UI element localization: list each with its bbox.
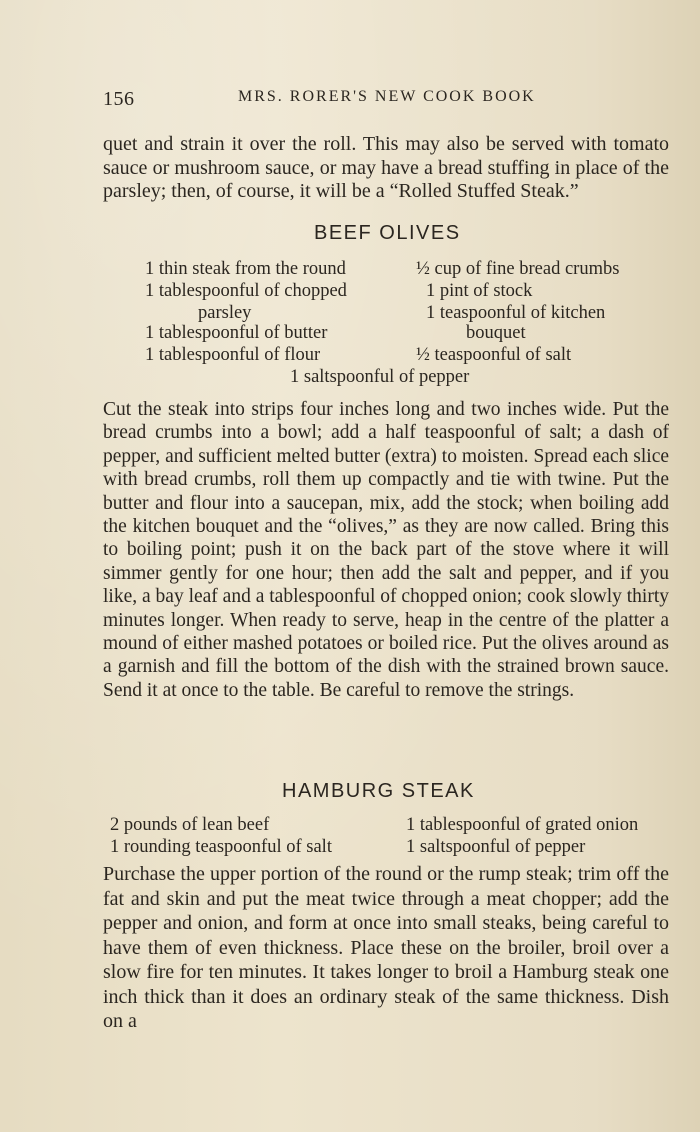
intro-paragraph xyxy=(103,133,669,204)
ingredient-item: 1 rounding teaspoonful of salt xyxy=(110,837,332,857)
beef-olives-method xyxy=(103,398,669,702)
ingredient-item: 1 tablespoonful of flour xyxy=(145,345,321,365)
ingredient-item: 1 saltspoonful of pepper xyxy=(406,837,586,857)
ingredient-item: ½ teaspoonful of salt xyxy=(416,345,572,365)
ingredient-item: 1 tablespoonful of chopped xyxy=(145,281,347,301)
ingredient-item: bouquet xyxy=(466,323,526,343)
page-number: 156 xyxy=(103,88,135,110)
method-text: Cut the steak into strips four inches long and two inches wide. Put the bread crumbs into a bowl; add a half teaspoonful of salt; a dash of pepper, and sufficient melted butter (extra) to moisten. Spread each slice with bread crumbs, roll them up compactly and tie with twine. Put the butter and flour into a saucepan, mix, add the stock; when boiling add the kitchen bouquet and the “olives,” as they are now called. Bring this to boiling point; push it on the back part of the stove where it will simmer gently for one hour; then add the salt and pepper, and if you like, a bay leaf and a tablespoonful of chopped onion; cook slowly thirty minutes longer. When ready to serve, heap in the centre of the platter a mound of either mashed potatoes or boiled rice. Put the olives around as a garnish and fill the bottom of the dish with the strained brown sauce. Send it at once to the table. Be careful to remove the strings. xyxy=(103,399,669,701)
ingredient-item: ½ cup of fine bread crumbs xyxy=(416,259,620,279)
ingredient-item: 2 pounds of lean beef xyxy=(110,815,270,835)
ingredient-item: 1 tablespoonful of butter xyxy=(145,323,328,343)
hamburg-steak-title: HAMBURG STEAK xyxy=(282,780,475,802)
hamburg-steak-method xyxy=(103,862,669,1034)
page-header xyxy=(103,88,573,114)
ingredient-item: 1 thin steak from the round xyxy=(145,259,346,279)
ingredient-item: 1 tablespoonful of grated onion xyxy=(406,815,639,835)
beef-olives-title: BEEF OLIVES xyxy=(314,222,461,244)
ingredient-item: 1 saltspoonful of pepper xyxy=(290,367,470,387)
ingredient-item: 1 teaspoonful of kitchen xyxy=(426,303,606,323)
method-text: Purchase the upper portion of the round or the rump steak; trim off the fat and skin and put the meat twice through a meat chopper; add the pepper and onion, and form at once into small steaks, being careful to have them of even thickness. Place these on the broiler, broil over a slow fire for ten minutes. It takes longer to broil a Hamburg steak one inch thick than it does an ordinary steak of the same thickness. Dish on a xyxy=(103,863,669,1032)
running-head: MRS. RORER'S NEW COOK BOOK xyxy=(238,88,536,105)
ingredient-item: 1 pint of stock xyxy=(426,281,533,301)
intro-text: quet and strain it over the roll. This may also be served with tomato sauce or mushroom sauce, or may have a bread stuffing in place of the parsley; then, of course, it will be a “Rolled Stuffed Steak.” xyxy=(103,133,669,202)
ingredient-item: parsley xyxy=(198,303,252,323)
